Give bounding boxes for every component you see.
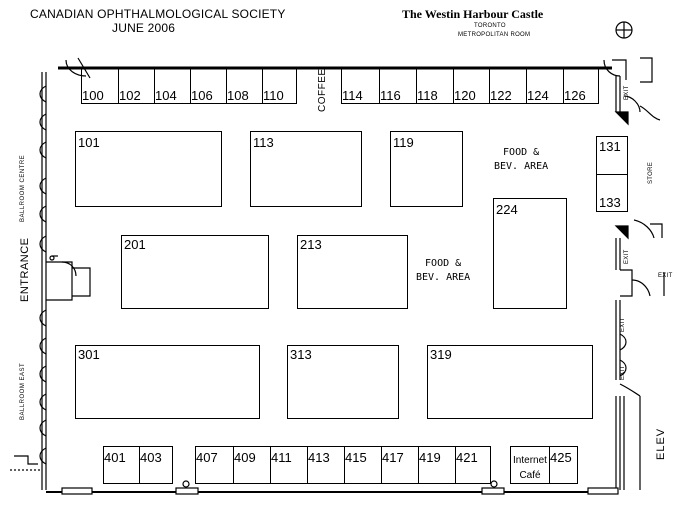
bottom-booth-row [195, 446, 491, 484]
entrance-label: ENTRANCE [19, 237, 31, 302]
booth-113[interactable] [250, 131, 362, 207]
food-area-line2: BEV. AREA [494, 160, 549, 172]
booth-108[interactable] [226, 69, 262, 103]
booth-403[interactable] [139, 447, 172, 483]
booth-401[interactable] [104, 447, 139, 483]
side-booth-column [596, 136, 628, 212]
booth-419[interactable] [418, 447, 455, 483]
store-label: STORE [648, 161, 654, 184]
booth-label: 119 [393, 135, 414, 150]
coffee-label: COFFEE [317, 68, 328, 112]
booth-102[interactable] [118, 69, 154, 103]
booth-label: 421 [456, 450, 478, 465]
booth-122[interactable] [489, 69, 526, 103]
food-area-line2: BEV. AREA [416, 271, 471, 283]
bottom-booth-row-left [103, 446, 173, 484]
booth-label: 419 [419, 450, 441, 465]
booth-313[interactable] [287, 345, 399, 419]
food-bev-area-upper [494, 146, 548, 173]
booth-label: 201 [124, 237, 146, 252]
booth-label: 411 [271, 450, 292, 465]
venue-city: TORONTO [474, 23, 506, 29]
food-area-line1: FOOD & [503, 147, 540, 158]
booth-411[interactable] [270, 447, 307, 483]
exit-label-4: EXIT [620, 317, 626, 332]
booth-label: 409 [234, 450, 256, 465]
event-date: JUNE 2006 [112, 21, 176, 35]
booth-label: 407 [196, 450, 218, 465]
venue-title: The Westin Harbour Castle [402, 7, 544, 21]
elevator-label: ELEV [655, 427, 667, 460]
booth-label: 110 [263, 88, 284, 103]
internet-cafe-line2: Café [519, 470, 541, 481]
booth-421[interactable] [455, 447, 490, 483]
booth-label: 403 [140, 450, 162, 465]
booth-label: 224 [496, 202, 518, 217]
booth-116[interactable] [379, 69, 416, 103]
booth-label: 118 [417, 88, 438, 103]
booth-118[interactable] [416, 69, 453, 103]
room-name: METROPOLITAN ROOM [458, 32, 531, 38]
booth-label: 401 [104, 450, 126, 465]
booth-106[interactable] [190, 69, 226, 103]
booth-301[interactable] [75, 345, 260, 419]
booth-label: 417 [382, 450, 404, 465]
org-title: CANADIAN OPHTHALMOLOGICAL SOCIETY [30, 7, 286, 21]
booth-label: 413 [308, 450, 330, 465]
booth-425[interactable] [549, 447, 577, 483]
booth-131[interactable] [597, 137, 627, 175]
booth-114[interactable] [342, 69, 379, 103]
booth-label: 415 [345, 450, 367, 465]
booth-label: 313 [290, 347, 312, 362]
booth-119[interactable] [390, 131, 463, 207]
top-booth-row-right [341, 68, 599, 104]
booth-133[interactable] [597, 175, 627, 211]
booth-124[interactable] [526, 69, 563, 103]
booth-label: 213 [300, 237, 322, 252]
booth-label: 126 [564, 88, 586, 103]
booth-label: 319 [430, 347, 452, 362]
booth-415[interactable] [344, 447, 381, 483]
booth-101[interactable] [75, 131, 222, 207]
booth-label: 120 [454, 88, 476, 103]
booth-label: 114 [342, 88, 363, 103]
booth-label: 113 [253, 135, 274, 150]
ballroom-east-label: BALLROOM EAST [20, 362, 26, 420]
booth-label: 104 [155, 88, 177, 103]
booth-104[interactable] [154, 69, 190, 103]
exit-label-5: EXIT [620, 365, 626, 380]
booth-label: 100 [82, 88, 104, 103]
booth-label: 122 [490, 88, 512, 103]
top-booth-row-left [81, 68, 297, 104]
booth-label: 131 [599, 139, 621, 154]
food-bev-area-lower [416, 257, 470, 284]
internet-cafe[interactable] [511, 447, 549, 483]
booth-label: 101 [78, 135, 100, 150]
booth-319[interactable] [427, 345, 593, 419]
booth-417[interactable] [381, 447, 418, 483]
booth-label: 108 [227, 88, 249, 103]
booth-407[interactable] [196, 447, 233, 483]
booth-100[interactable] [82, 69, 118, 103]
booth-201[interactable] [121, 235, 269, 309]
booth-409[interactable] [233, 447, 270, 483]
bottom-booth-row-right [510, 446, 578, 484]
booth-126[interactable] [563, 69, 599, 103]
booth-label: 116 [380, 88, 401, 103]
food-area-line1: FOOD & [425, 258, 462, 269]
booth-label: 124 [527, 88, 549, 103]
booth-213[interactable] [297, 235, 408, 309]
exit-label-2: EXIT [624, 249, 630, 264]
booth-120[interactable] [453, 69, 489, 103]
booth-label: 425 [550, 450, 572, 465]
booth-224[interactable] [493, 198, 567, 309]
booth-label: 301 [78, 347, 100, 362]
exit-label-1: EXIT [624, 85, 630, 100]
booth-label: 102 [119, 88, 141, 103]
booth-413[interactable] [307, 447, 344, 483]
ballroom-centre-label: BALLROOM CENTRE [20, 154, 26, 222]
booth-label: 133 [599, 195, 621, 210]
booth-label: 106 [191, 88, 213, 103]
internet-cafe-line1: Internet [513, 455, 547, 466]
exit-label-3: EXIT [658, 273, 673, 279]
booth-110[interactable] [262, 69, 297, 103]
